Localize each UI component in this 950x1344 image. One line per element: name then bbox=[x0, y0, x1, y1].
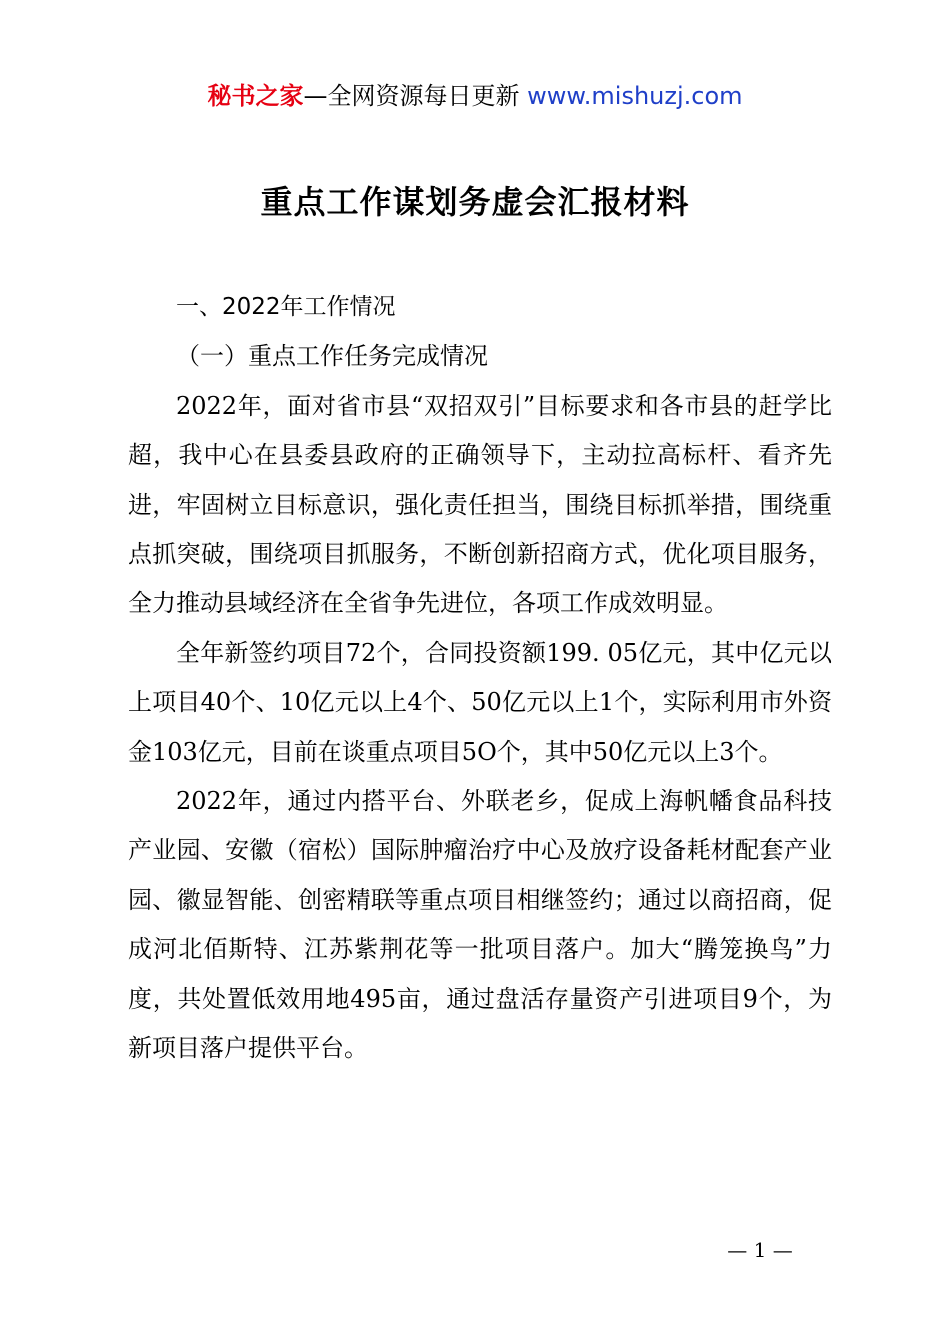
page-number: — 1 — bbox=[727, 1238, 793, 1262]
subsection-heading: （一）重点工作任务完成情况 bbox=[176, 342, 488, 371]
body-paragraph: 全年新签约项目72个，合同投资额199. 05亿元，其中亿元以上项目40个、10亿元以上4个、50亿元以上1个，实际利用市外资金103亿元，目前在谈重点项目5O个，其中50亿元以上3个。 bbox=[128, 638, 832, 766]
document-body bbox=[128, 283, 832, 1074]
site-banner bbox=[0, 80, 950, 112]
body-paragraph: 2022年，面对省市县“双招双引”目标要求和各市县的赶学比超，我中心在县委县政府的正确领导下，主动拉高标杆、看齐先进，牢固树立目标意识，强化责任担当，围绕目标抓举措，围绕重点抓突破，围绕项目抓服务，不断创新招商方式，优化项目服务，全力推动县域经济在全省争先进位，各项工作成效明显。 bbox=[128, 391, 832, 618]
site-url-link[interactable]: www.mishuzj.com bbox=[527, 82, 743, 110]
banner-tagline: —全网资源每日更新 bbox=[303, 82, 520, 110]
body-paragraph: 2022年，通过内搭平台、外联老乡，促成上海帆幡食品科技产业园、安徽（宿松）国际肿瘤治疗中心及放疗设备耗材配套产业园、徽显智能、创密精联等重点项目相继签约；通过以商招商，促成河北佰斯特、江苏紫荆花等一批项目落户。加大“腾笼换鸟”力度，共处置低效用地495亩，通过盘活存量资产引进项目9个，为新项目落户提供平台。 bbox=[128, 787, 832, 1063]
brand-name: 秘书之家 bbox=[207, 82, 304, 110]
document-title: 重点工作谋划务虚会汇报材料 bbox=[260, 183, 690, 221]
section-heading: 一、2022年工作情况 bbox=[176, 294, 396, 320]
